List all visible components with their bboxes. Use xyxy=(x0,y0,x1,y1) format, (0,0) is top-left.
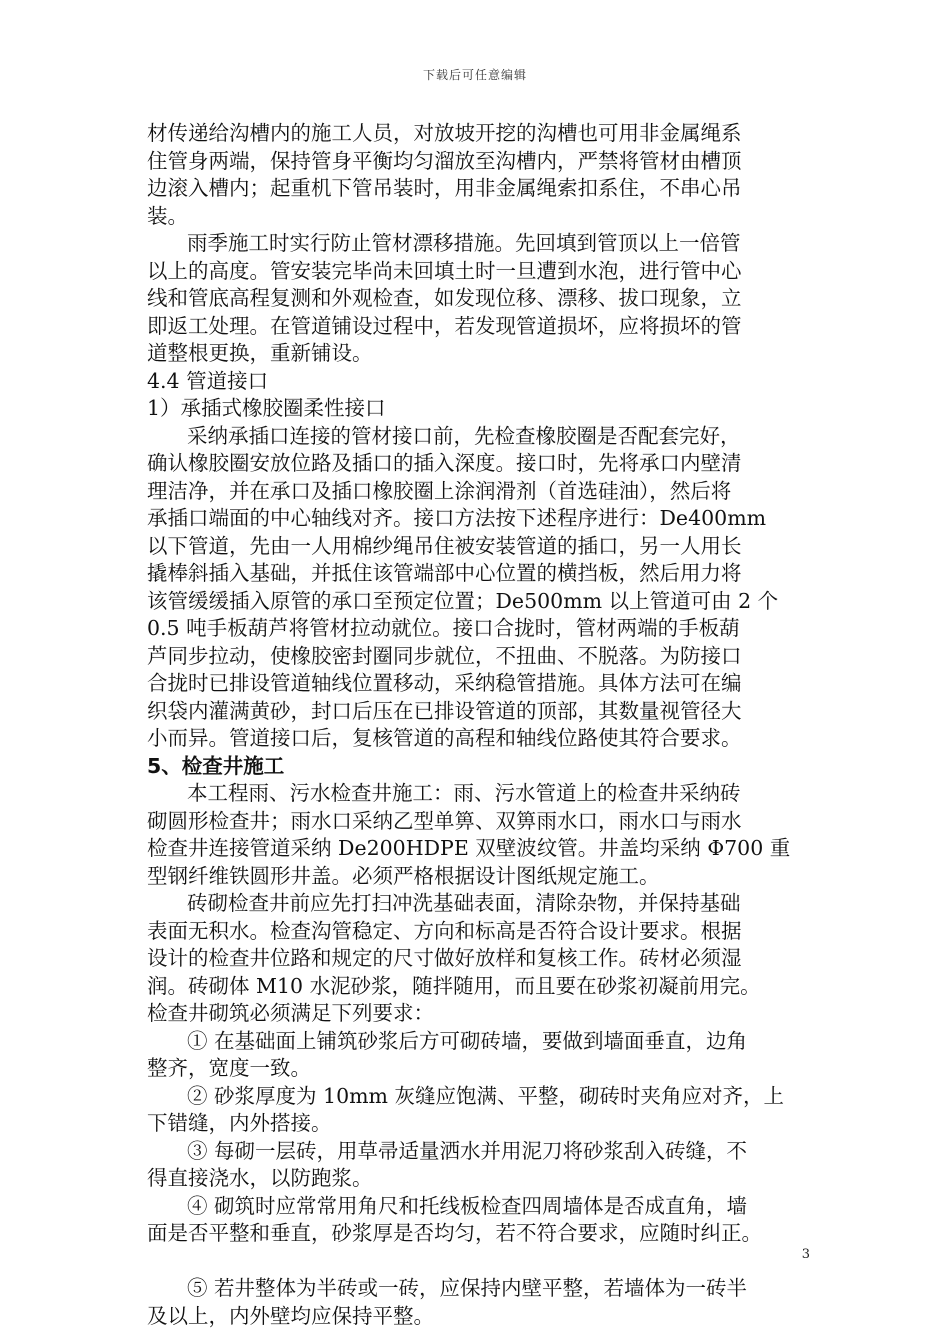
body-line: 检查井连接管道采纳 De200HDPE 双壁波纹管。井盖均采纳 Φ700 重 xyxy=(147,836,791,860)
paragraph-start-line: 本工程雨、污水检查井施工：雨、污水管道上的检查井采纳砖 xyxy=(187,781,741,805)
body-line: 以上的高度。管安装完毕尚未回填土时一旦遭到水泡，进行管中心 xyxy=(147,258,742,283)
body-line: 撬棒斜插入基础，并抵住该管端部中心位置的横挡板，然后用力将 xyxy=(147,561,742,585)
subsection-heading: 1）承插式橡胶圈柔性接口 xyxy=(147,396,386,420)
body-line: 表面无积水。检查沟管稳定、方向和标高是否符合设计要求。根据 xyxy=(147,918,742,943)
body-line: 材传递给沟槽内的施工人员，对放坡开挖的沟槽也可用非金属绳系 xyxy=(147,121,742,145)
body-line: 0.5 吨手板葫芦将管材拉动就位。接口合拢时，管材两端的手板葫 xyxy=(147,616,740,640)
body-line: 面是否平整和垂直，砂浆厚是否均匀，若不符合要求，应随时纠正。 xyxy=(147,1221,762,1245)
body-line: 以下管道，先由一人用棉纱绳吊住被安装管道的插口，另一人用长 xyxy=(147,533,742,558)
body-line: 小而异。管道接口后，复核管道的高程和轴线位路使其符合要求。 xyxy=(147,726,742,750)
body-line: 装。 xyxy=(147,203,188,228)
document-body xyxy=(147,120,817,1330)
paragraph-start-line: 砖砌检查井前应先打扫冲洗基础表面，清除杂物，并保持基础 xyxy=(187,891,741,915)
body-line: 线和管底高程复测和外观检查，如发现位移、漂移、拔口现象，立 xyxy=(147,286,742,310)
list-item-5: ⑤ 若井整体为半砖或一砖，应保持内壁平整，若墙体为一砖半 xyxy=(187,1276,748,1300)
paragraph-start-line: 雨季施工时实行防止管材漂移措施。先回填到管顶以上一倍管 xyxy=(187,231,741,255)
body-line: 承插口端面的中心轴线对齐。接口方法按下述程序进行：De400mm xyxy=(147,506,767,530)
body-line: 润。砖砌体 M10 水泥砂浆，随拌随用，而且要在砂浆初凝前用完。 xyxy=(147,973,761,998)
paragraph-start-line: 采纳承插口连接的管材接口前，先检查橡胶圈是否配套完好， xyxy=(187,423,741,448)
body-line: 织袋内灌满黄砂，封口后压在已排设管道的顶部，其数量视管径大 xyxy=(147,698,742,723)
body-line: 理洁净，并在承口及插口橡胶圈上涂润滑剂（首选硅油），然后将 xyxy=(147,478,732,503)
list-item-1: ① 在基础面上铺筑砂浆后方可砌砖墙，要做到墙面垂直，边角 xyxy=(187,1028,748,1053)
body-line: 确认橡胶圈安放位路及插口的插入深度。接口时，先将承口内壁清 xyxy=(147,451,742,475)
body-line: 得直接浇水，以防跑浆。 xyxy=(147,1166,373,1190)
body-line: 砌圆形检查井；雨水口采纳乙型单箅、双箅雨水口，雨水口与雨水 xyxy=(147,808,742,833)
list-item-4: ④ 砌筑时应常常用角尺和托线板检查四周墙体是否成直角，墙 xyxy=(187,1193,748,1218)
page-header: 下载后可任意编辑 xyxy=(422,68,527,82)
body-line: 道整根更换，重新铺设。 xyxy=(147,341,373,365)
section-heading-5: 5、检查井施工 xyxy=(147,753,285,778)
body-line: 下错缝，内外搭接。 xyxy=(147,1111,332,1135)
list-item-3: ③ 每砌一层砖，用草帚适量洒水并用泥刀将砂浆刮入砖缝，不 xyxy=(187,1138,748,1163)
body-line: 型钢纤维铁圆形井盖。必须严格根据设计图纸规定施工。 xyxy=(147,863,660,888)
body-line: 边滚入槽内；起重机下管吊装时，用非金属绳索扣系住，不串心吊 xyxy=(147,176,742,200)
body-line: 住管身两端，保持管身平衡均匀溜放至沟槽内，严禁将管材由槽顶 xyxy=(147,148,742,173)
page-number: 3 xyxy=(801,1247,810,1262)
body-line: 该管缓缓插入原管的承口至预定位置；De500mm 以上管道可由 2 个 xyxy=(147,588,779,613)
body-line: 即返工处理。在管道铺设过程中，若发现管道损坏，应将损坏的管 xyxy=(147,313,742,338)
body-line: 设计的检查井位路和规定的尺寸做好放样和复核工作。砖材必须湿 xyxy=(147,946,742,970)
body-line: 芦同步拉动，使橡胶密封圈同步就位，不扭曲、不脱落。为防接口 xyxy=(147,643,742,668)
body-line: 检查井砌筑必须满足下列要求： xyxy=(147,1001,434,1025)
body-line: 及以上，内外壁均应保持平整。 xyxy=(147,1303,434,1328)
section-heading-4-4: 4.4 管道接口 xyxy=(147,368,269,393)
list-item-2: ② 砂浆厚度为 10mm 灰缝应饱满、平整，砌砖时夹角应对齐，上 xyxy=(187,1083,785,1108)
body-line: 整齐，宽度一致。 xyxy=(147,1056,311,1080)
body-line: 合拢时已排设管道轴线位置移动，采纳稳管措施。具体方法可在编 xyxy=(147,671,742,695)
blank-line xyxy=(147,1248,817,1276)
